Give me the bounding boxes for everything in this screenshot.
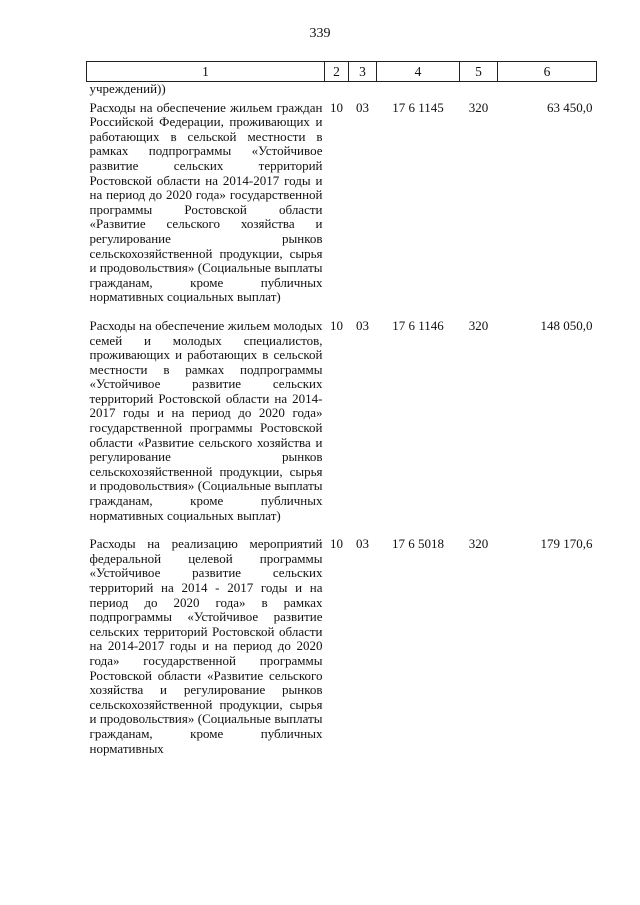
row-description: Расходы на реализацию мероприятий федеральной целевой программы «Устойчивое развитие сельских территорий на 2014 - 2017 годы и на период до 2020 года» в рамках подпрограммы «Устойчивое развитие сельских территорий Ростовской области на 2014-2017 годы и на период до 2020 года» государственной программы Ростовской области «Развитие сельского хозяйства и регулирование рынков сельскохозяйственной продукции, сырья и продовольствия» (Социальные выплаты гражданам, кроме публичных нормативных	[89, 536, 323, 756]
row-csr: 17 6 1145	[392, 99, 444, 115]
header-col-2: 2	[325, 62, 349, 82]
table-row	[87, 319, 597, 537]
row-vr: 320	[468, 99, 489, 115]
table-row	[87, 101, 597, 319]
table-header	[87, 62, 597, 82]
budget-table	[86, 61, 597, 770]
row-rz: 10	[330, 99, 343, 115]
row-vr: 320	[468, 317, 489, 333]
continuation-text: учреждений))	[89, 81, 166, 96]
row-rz: 10	[330, 317, 343, 333]
row-pr: 03	[356, 317, 369, 333]
row-description: Расходы на обеспечение жильем молодых семей и молодых специалистов, проживающих и работающих в сельской местности в рамках подпрограммы «Устойчивое развитие сельских территорий Ростовской области на 2014-2017 годы и на период до 2020 года» государственной программы Ростовской области «Развитие сельского хозяйства и регулирование рынков сельскохозяйственной продукции, сырья и продовольствия» (Социальные выплаты гражданам, кроме публичных нормативных социальных выплат)	[89, 317, 323, 523]
header-col-3: 3	[349, 62, 377, 82]
table-body	[87, 82, 597, 771]
continuation-row	[87, 82, 597, 101]
page-number: 339	[309, 26, 331, 41]
header-col-4: 4	[377, 62, 460, 82]
row-description: Расходы на обеспечение жильем граждан Российской Федерации, проживающих и работающих в сельской местности в рамках подпрограммы «Устойчивое развитие сельских территорий Ростовской области на 2014-2017 годы и на период до 2020 года» государственной программы Ростовской области «Развитие сельского хозяйства и регулирование рынков сельскохозяйственной продукции, сырья и продовольствия» (Социальные выплаты гражданам, кроме публичных нормативных социальных выплат)	[89, 99, 323, 305]
row-amount: 148 050,0	[540, 317, 593, 333]
row-pr: 03	[356, 99, 369, 115]
row-pr: 03	[356, 536, 369, 552]
row-csr: 17 6 1146	[392, 317, 444, 333]
row-rz: 10	[330, 536, 343, 552]
row-amount: 63 450,0	[547, 99, 593, 115]
row-vr: 320	[468, 536, 489, 552]
header-col-5: 5	[460, 62, 498, 82]
row-csr: 17 6 5018	[392, 536, 444, 552]
header-col-1: 1	[87, 62, 325, 82]
table-row	[87, 537, 597, 770]
row-amount: 179 170,6	[540, 536, 593, 552]
header-col-6: 6	[498, 62, 597, 82]
